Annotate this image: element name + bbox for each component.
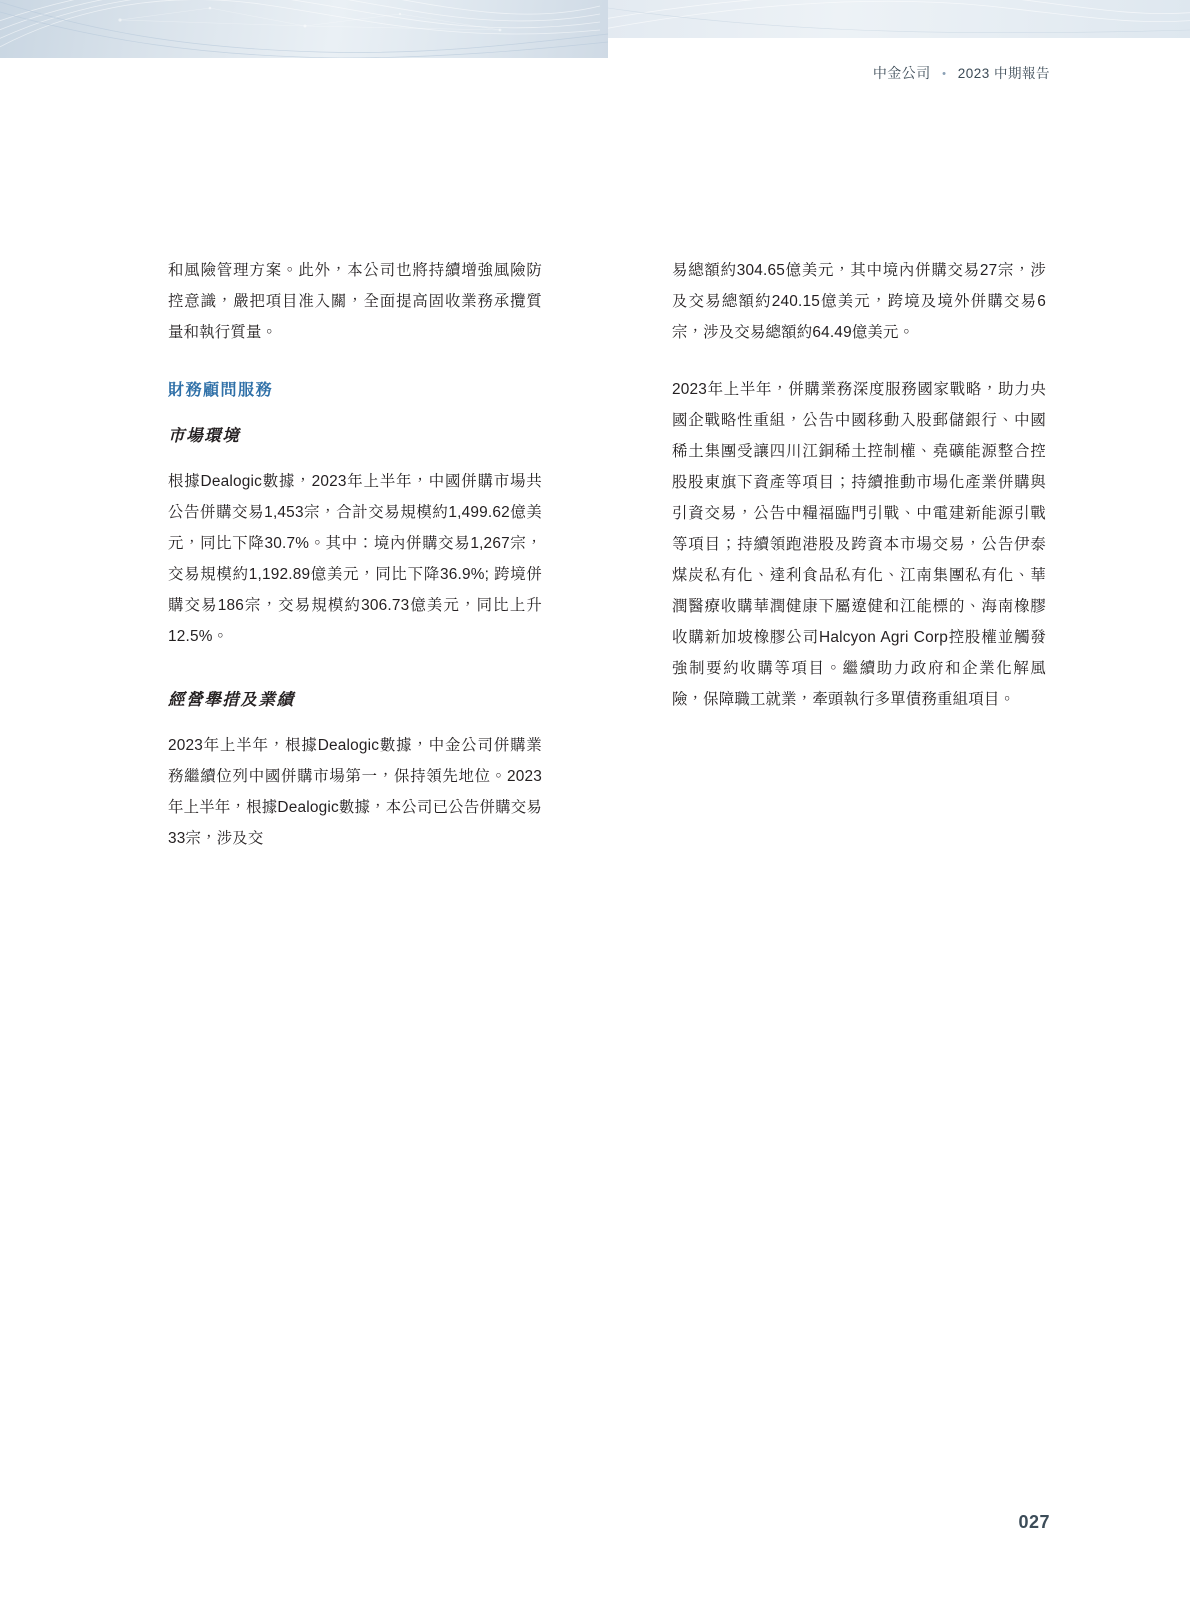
left-paragraph-1: 和風險管理方案。此外，本公司也將持續增強風險防控意識，嚴把項目准入關，全面提高固收業務承攬質量和執行質量。 bbox=[168, 262, 542, 341]
decorative-top-band bbox=[0, 0, 1190, 58]
left-paragraph-3: 2023年上半年，根據Dealogic數據，中金公司併購業務繼續位列中國併購市場第一，保持領先地位。2023年上半年，根據Dealogic數據，本公司已公告併購交易33宗，涉及交 bbox=[168, 737, 542, 847]
subheading-market-environment: 市場環境 bbox=[168, 426, 241, 445]
banner-right-lines-icon bbox=[608, 0, 1190, 38]
banner-left-graphic bbox=[0, 0, 608, 58]
right-paragraph-2: 2023年上半年，併購業務深度服務國家戰略，助力央國企戰略性重組，公告中國移動入股郵儲銀行、中國稀土集團受讓四川江銅稀土控制權、堯礦能源整合控股股東旗下資產等項目；持續推動市場化產業併購與引資交易，公告中糧福臨門引戰、中電建新能源引戰等項目；持續領跑港股及跨資本市場交易，公告伊泰煤炭私有化、達利食品私有化、江南集團私有化、華潤醫療收購華潤健康下屬遼健和江能標的、海南橡膠收購新加坡橡膠公司Halcyon Agri Corp控股權並觸發強制要約收購等項目。繼續助力政府和企業化解風險，保障職工就業，牽頭執行多單債務重組項目。 bbox=[672, 381, 1046, 708]
right-column bbox=[672, 255, 1046, 854]
banner-right-graphic bbox=[608, 0, 1190, 38]
banner-left-lines-icon bbox=[0, 0, 608, 58]
right-paragraph-1: 易總額約304.65億美元，其中境內併購交易27宗，涉及交易總額約240.15億美元，跨境及境外併購交易6宗，涉及交易總額約64.49億美元。 bbox=[672, 262, 1046, 341]
page-number: 027 bbox=[1018, 1512, 1050, 1532]
header-company: 中金公司 bbox=[872, 65, 931, 81]
left-column bbox=[168, 255, 542, 854]
running-header bbox=[873, 62, 1050, 83]
left-paragraph-2: 根據Dealogic數據，2023年上半年，中國併購市場共公告併購交易1,453宗，合計交易規模約1,499.62億美元，同比下降30.7%。其中：境內併購交易1,267宗，交易規模約1,192.89億美元，同比下降36.9%; 跨境併購交易186宗，交易規模約306.73億美元，同比上升12.5%。 bbox=[168, 473, 542, 645]
section-heading-advisory: 財務顧問服務 bbox=[168, 382, 274, 399]
header-separator: • bbox=[942, 68, 947, 81]
subheading-operations-results: 經營舉措及業績 bbox=[168, 690, 295, 709]
page-content bbox=[168, 255, 1046, 854]
header-report-title: 2023 中期報告 bbox=[957, 66, 1050, 81]
